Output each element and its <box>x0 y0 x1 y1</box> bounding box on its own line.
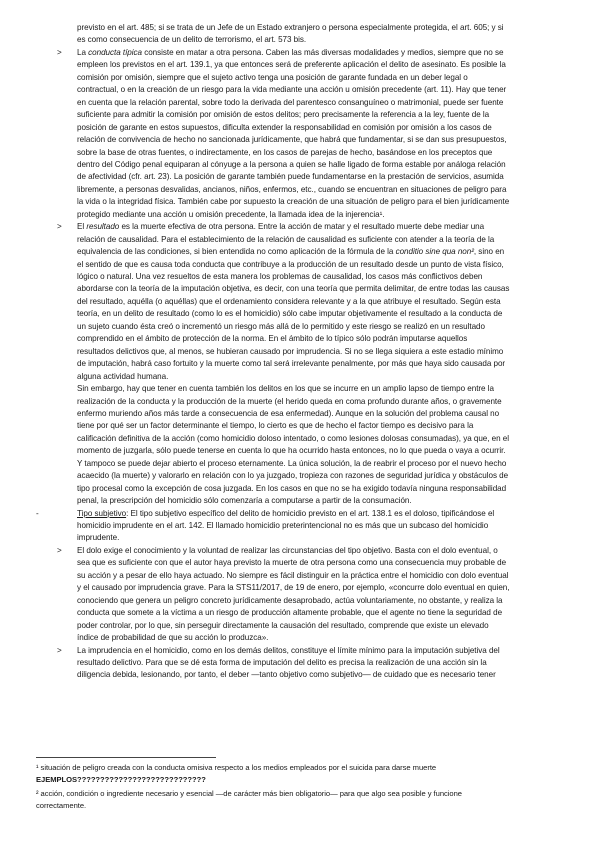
text-line: empleen los previstos en el art. 139.1, ya que entonces será de preferente aplicación el delito de asesinato. Es posible la <box>77 60 506 70</box>
text-line: contractual, o en la creación de un riesgo para la vida mediante una acción u omisión precedente (art. 11). Hay que tener <box>77 85 507 95</box>
text-line: relación de convivencia de hecho no sancionada jurídicamente, que habrá que fundamentar, si se dan sus presupuestos, <box>77 135 507 145</box>
text-line: teoría, en un delito de resultado (como lo es el homicidio) sólo cabe imputar objetivamente el resultado a la conducta de <box>77 309 503 319</box>
text-line: y el causado por imprudencia grave. Para la STS11/2017, de 19 de enero, por ejemplo, «concurre dolo eventual en quien, <box>77 583 510 593</box>
text-line: conociendo que genera un peligro concreto jurídicamente desaprobado, actúa voluntariamente, no obstante, y realiza la <box>77 595 503 605</box>
text-line: realización de la conducta y la producción de la muerte (el herido queda en coma profundo durante años, o gravemente <box>77 396 502 406</box>
text-line: calificación definitiva de la acción (como homicidio doloso intentado, o como lesiones dolosas consumadas), ya que, en el <box>77 433 510 443</box>
text-line: libremente, a personas desvalidas, ancianos, niños, enfermos, etc., cuando se encuentran en situaciones de peligro para <box>77 184 507 194</box>
text-line: suficiente para admitir la comisión por omisión de estos delitos; pero precisamente la referencia a la ley, fuente de la <box>77 110 490 120</box>
text-line: su acción y a pesar de ello haya actuado. No siempre es fácil distinguir en la práctica entre el homicidio con dolo eventual <box>77 570 509 580</box>
text-line: índice de probabilidad de que su acción lo produzca». <box>77 633 269 643</box>
footnote-line: ¹ situación de peligro creada con la conducta omisiva respecto a los medios empleados por el suicida para darse muerte <box>36 763 437 772</box>
text-line: previsto en el art. 485; si se trata de un Jefe de un Estado extranjero o persona especialmente protegida, el art. 605; y si <box>77 23 504 32</box>
text-line: equivalencia de las condiciones, si bien entendida no como aplicación de la fórmula de la conditio sine qua non², sino en <box>77 247 505 257</box>
text-line: penal, la prescripción del homicidio sólo comenzaría a computarse a partir de la consumación. <box>77 496 412 506</box>
text-line: es como consecuencia de un delito de terrorismo, el art. 573 bis. <box>77 35 307 45</box>
text-line: sobre la base de otras fuentes, o indirectamente, en los casos de parejas de hecho, basándose en los preceptos que <box>77 147 493 157</box>
text-line: diligencia debida, lesionando, por tanto, el deber —tanto objetivo como subjetivo— de cuidado que es necesario tener <box>77 670 496 680</box>
text-line: Tipo subjetivo: El tipo subjetivo específico del delito de homicidio previsto en el art. 138.1 es el doloso, tipificándose el <box>77 508 495 518</box>
text-line: en cuenta que la relación parental, sobre todo la derivada del parentesco consanguíneo o matrimonial, puede ser fuente <box>77 97 504 107</box>
text-line: momento de juzgarla, sólo puede tenerse en cuenta lo que ha ocurrido hasta entonces, no lo que pueda o vaya a ocurrir. <box>77 446 506 456</box>
text-line: conducta que somete a la víctima a un riesgo de producción altamente probable, que el agente no tiene la seguridad de <box>77 608 503 618</box>
footnote-line: ² acción, condición o ingrediente necesario y esencial —de carácter más bien obligatorio— para que algo sea posible y funcione <box>36 789 462 798</box>
list-arrow-marker: > <box>57 47 62 57</box>
text-line: resultados delictivos que, al menos, se hubieran causado por imprudencia. Si no se llega siquiera a este estadio mínimo <box>77 346 504 356</box>
footnote-line: correctamente. <box>36 801 87 810</box>
list-dash-marker: - <box>36 508 39 518</box>
text-line: Y tampoco se puede dejar abierto el proceso eternamente. La única solución, la de reabrir el proceso por el nuevo hecho <box>77 458 507 468</box>
text-line: resultado delictivo. Para que se dé esta forma de imputación del delito es precisa la realización de una acción sin la <box>77 657 487 667</box>
text-line: el sentido de que es causa toda conducta que contribuye a la producción de un resultado desde un punto de vista físico, <box>77 259 504 269</box>
text-line: El dolo exige el conocimiento y la voluntad de realizar las circunstancias del tipo objetivo. Basta con el dolo eventual, o <box>77 545 498 555</box>
text-line: tipo procesal como la excepción de cosa juzgada. En los casos en que no se ha exigido todavía ninguna responsabilidad <box>77 483 507 493</box>
text-line: lógico o natural. Una vez resueltos de esta manera los problemas de causalidad, los casos más conflictivos deben <box>77 272 483 281</box>
footnote-line: EJEMPLOS???????????????????????????? <box>36 775 206 784</box>
text-line: homicidio imprudente en el art. 142. El llamado homicidio preterintencional no es más que un subcaso del homicidio <box>77 521 489 530</box>
text-line: Sin embargo, hay que tener en cuenta también los delitos en los que se incurre en un amplio lapso de tiempo entre la <box>77 384 494 394</box>
text-line: El resultado es la muerte efectiva de otra persona. Entre la acción de matar y el resultado muerte debe mediar una <box>77 222 485 232</box>
list-arrow-marker: > <box>57 545 62 555</box>
list-arrow-marker: > <box>57 645 62 655</box>
text-line: protegido mediante una acción u omisión precedente, la llamada idea de la injerencia¹. <box>77 209 385 219</box>
text-line: poder controlar, por lo que, sin perseguir directamente la causación del resultado, comprende que existe un elevado <box>77 620 489 630</box>
footnote-separator <box>36 757 216 758</box>
text-line: un sujeto cuando ésta creó o incrementó un riesgo más allá de lo permitido y este riesgo se realizó en un resultado <box>77 321 485 331</box>
list-arrow-marker: > <box>57 222 62 232</box>
text-line: enfermo muriendo años más tarde a consecuencia de esa enfermedad). Aunque en la solución del problema causal no <box>77 408 500 418</box>
text-line: del resultado, aquélla (o aquéllas) que el ordenamiento considera relevante y a la que atribuye el resultado. Según esta <box>77 296 501 306</box>
text-line: La imprudencia en el homicidio, como en los demás delitos, constituye el límite mínimo para la imputación subjetiva del <box>77 645 500 655</box>
text-line: comprendido en el ámbito de protección de la norma. En el ámbito de lo típico sólo podrán imputarse aquellos <box>77 334 468 344</box>
text-line: abordarse con la teoría de la imputación objetiva, es decir, con una teoría que permita delimitar, de entre todas las causas <box>77 284 510 294</box>
text-line: tiene por qué ser un factor determinante el tiempo, lo cierto es que de hecho el factor tiempo es decisivo para la <box>77 421 474 431</box>
text-line: la vida o la integridad física. También cabe por supuesto la creación de una situación de peligro para el bien jurídicamente <box>77 197 510 207</box>
text-line: posición de garante en estos supuestos, dificulta extender la responsabilidad en comisión por omisión a los casos de <box>77 122 492 132</box>
text-line: imprudente. <box>77 533 120 543</box>
text-line: comisión por omisión, siempre que el sujeto activo tenga una posición de garante fundada en un deber legal o <box>77 72 468 82</box>
text-line: dentro del Código penal equiparan al cónyuge a la persona a quien se halle ligado de forma estable por análoga relación <box>77 159 506 169</box>
text-line: de imputación, habrá caso fortuito y la muerte como tal será irrelevante penalmente, por más que haya sido causada por <box>77 359 506 369</box>
text-line: alguna actividad humana. <box>77 371 169 381</box>
text-line: acaecido (la muerte) y valorarlo en relación con lo ya juzgado, tropieza con razones de seguridad jurídica y obstáculos de <box>77 471 509 481</box>
text-line: sea que es suficiente con que el autor haya previsto la muerte de otra persona como una consecuencia muy probable de <box>77 558 507 568</box>
text-line: de afectividad (cfr. art. 23). La posición de garante también puede fundamentarse en la prestación de servicios, asumida <box>77 172 504 182</box>
text-line: relación de causalidad. Para el establecimiento de la relación de causalidad es suficiente con atender a la teoría de la <box>77 234 495 244</box>
text-line: La conducta típica consiste en matar a otra persona. Caben las más diversas modalidades y medios, siempre que no se <box>77 47 504 57</box>
